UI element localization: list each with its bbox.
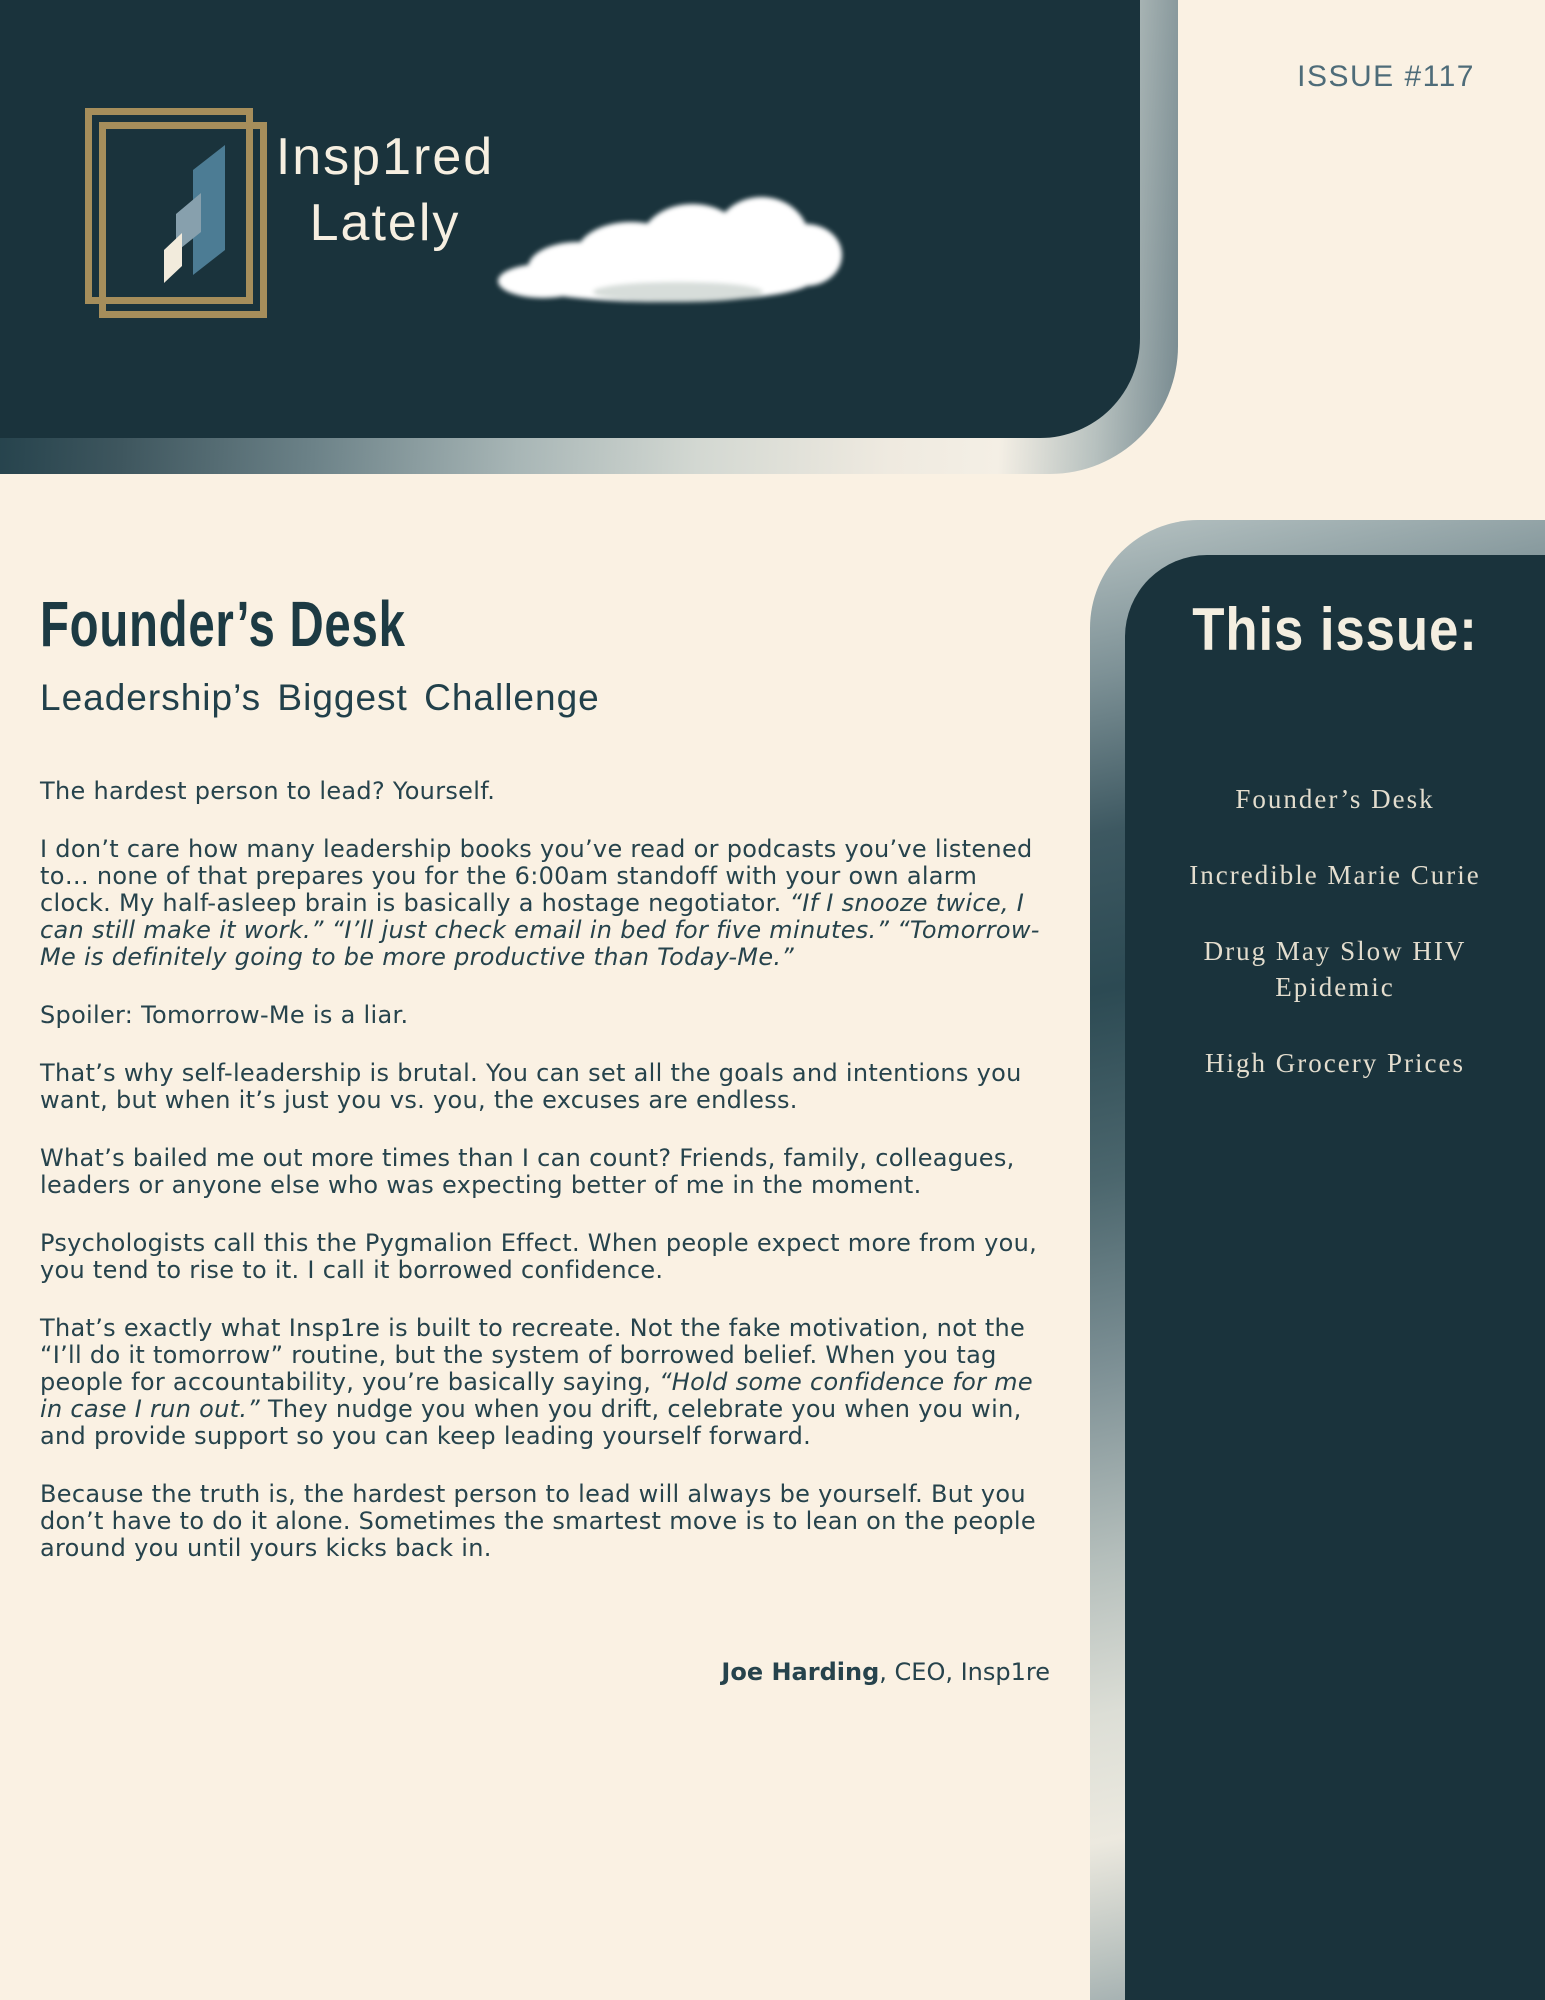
toc-item[interactable]: High Grocery Prices xyxy=(1205,1048,1465,1078)
paragraph xyxy=(40,1230,1052,1284)
sidebar-panel xyxy=(1125,555,1545,2000)
cloud-image xyxy=(498,192,850,307)
text-segment: Psychologists call this the Pygmalion Effect. When people expect more from you, you tend to rise to it. I call it borrowed confidence. xyxy=(40,1229,1038,1284)
paragraph xyxy=(40,778,1052,805)
brand-name-line1: Insp1red xyxy=(275,128,495,186)
text-segment: They nudge you when you drift, celebrate you when you win, and provide support so you can keep leading yourself forward. xyxy=(40,1395,1022,1450)
text-segment: Because the truth is, the hardest person to lead will always be yourself. But you don’t have to do it alone. Sometimes the smartest move is to lean on the people around you until yours kicks back in. xyxy=(40,1480,1036,1562)
text-segment xyxy=(324,916,332,944)
header-gradient-border xyxy=(0,0,1178,474)
article-subtitle: Leadership’s Biggest Challenge xyxy=(40,677,600,718)
text-segment: “Hold some confidence for me in case I run out.” xyxy=(40,1368,1033,1423)
sidebar-gradient-border xyxy=(1090,520,1545,2000)
header-panel xyxy=(0,0,1140,438)
paragraph xyxy=(40,1002,1052,1029)
text-segment: That’s exactly what Insp1re is built to recreate. Not the fake motivation, not the “I’ll do it tomorrow” routine, but the system of borrowed belief. When you tag people for accountability, you’re basically saying, xyxy=(40,1314,1026,1396)
text-segment xyxy=(889,916,897,944)
paragraph xyxy=(40,836,1052,971)
toc-item[interactable]: Founder’s Desk xyxy=(1235,784,1435,814)
text-segment: , CEO, Insp1re xyxy=(879,1658,1050,1686)
toc-item[interactable]: Drug May Slow HIV Epidemic xyxy=(1203,936,1467,1002)
sidebar-toc xyxy=(1125,781,1545,1081)
sidebar-title: This issue: xyxy=(1192,596,1478,663)
text-segment: The hardest person to lead? Yourself. xyxy=(40,777,496,805)
article-founders-desk xyxy=(40,588,1052,1686)
logo-rising-bars-icon xyxy=(158,140,233,292)
paragraph xyxy=(40,1060,1052,1114)
text-segment: “I’ll just check email in bed for five minutes.” xyxy=(331,916,890,944)
text-segment: Joe Harding xyxy=(721,1658,880,1686)
toc-item[interactable]: Incredible Marie Curie xyxy=(1189,860,1481,890)
text-segment: I don’t care how many leadership books you’ve read or podcasts you’ve listened to… none of that prepares you for the 6:00am standoff with your own alarm clock. My half-asleep brain is basically a hostage negotiator. xyxy=(40,835,1033,917)
paragraph xyxy=(40,1145,1052,1199)
page-title: Founder’s Desk xyxy=(40,588,406,660)
text-segment: What’s bailed me out more times than I can count? Friends, family, colleagues, leaders or anyone else who was expecting better of me in the moment. xyxy=(40,1144,1015,1199)
brand-wordmark xyxy=(243,124,527,256)
text-segment: “Tomorrow-Me is definitely going to be more productive than Today-Me.” xyxy=(40,916,1040,971)
text-segment: That’s why self-leadership is brutal. You can set all the goals and intentions you want, but when it’s just you vs. you, the excuses are endless. xyxy=(40,1059,1022,1114)
brand-name-line2: Lately xyxy=(309,194,461,252)
article-body xyxy=(40,778,1052,1562)
text-segment: Spoiler: Tomorrow-Me is a liar. xyxy=(40,1001,409,1029)
paragraph xyxy=(40,1315,1052,1450)
article-signature xyxy=(40,1658,1052,1686)
text-segment: “If I snooze twice, I can still make it work.” xyxy=(40,889,1025,944)
paragraph xyxy=(40,1481,1052,1562)
issue-number: ISSUE #117 xyxy=(1297,60,1475,93)
